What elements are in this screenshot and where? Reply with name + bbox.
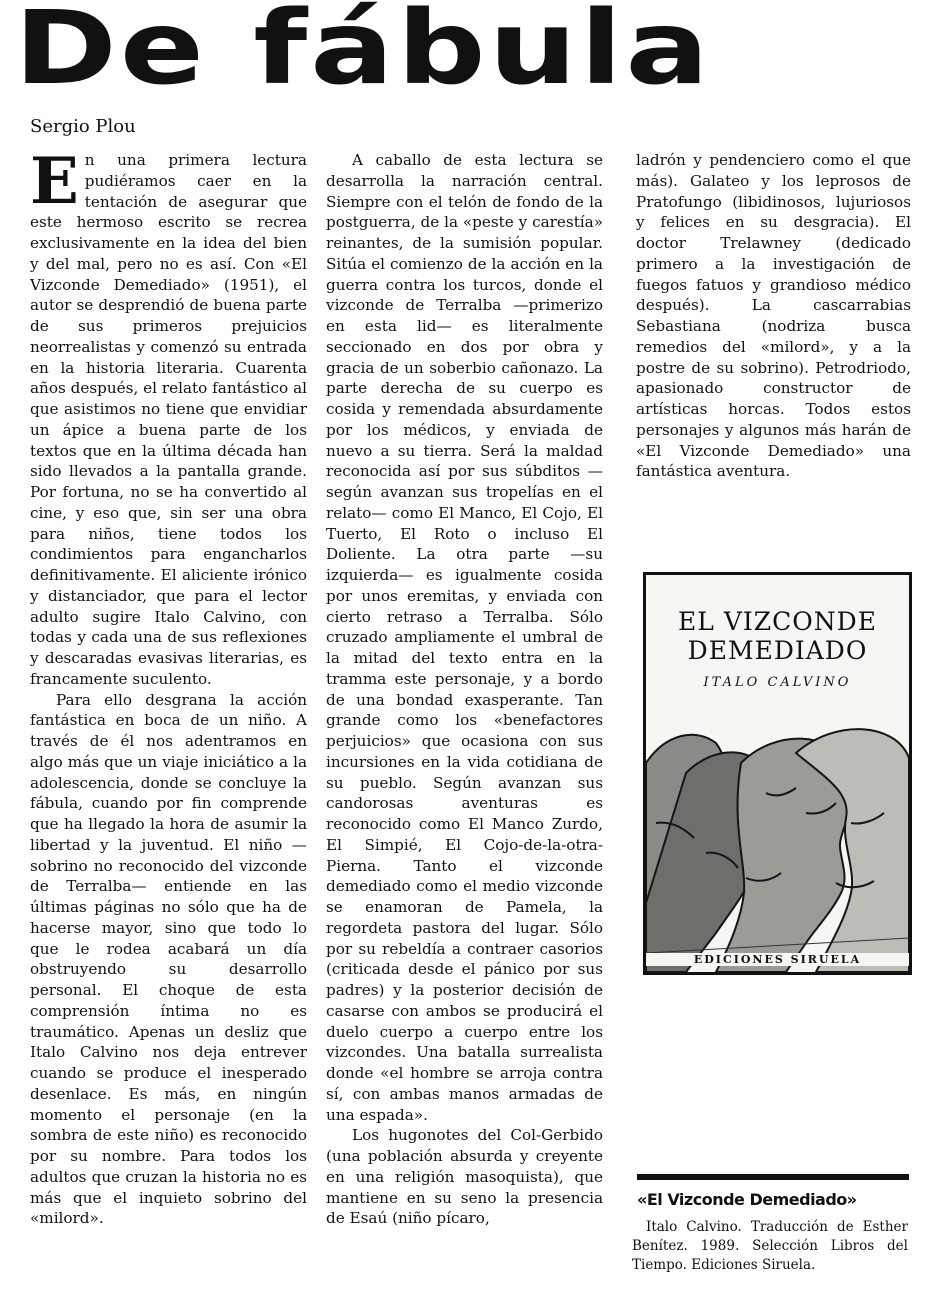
- author-byline: Sergio Plou: [30, 116, 136, 137]
- article-paragraph: Para ello desgrana la acción fantástica en boca de un niño. A través de él nos adentramos en algo más que un viaje iniciático a la adolescencia, donde se concluye la fábula, cuando por fin comprende que ha llegado la hora de asumir la libertad y la juventud. El niño —sobrino no reconocido del vizconde de Terralba— entiende en las últimas páginas no sólo que ha de hacerse mayor, sino que todo lo que le rodea acabará un día obstruyendo su desarrollo personal. El choque de esta comprensión íntima no es traumático. Apenas un desliz que Italo Calvino nos deja entrever cuando se produce el inesperado desenlace. Es más, en ningún momento el personaje (en la sombra de este niño) es reconocido por su nombre. Para todos los adultos que cruzan la historia no es más que el inquieto sobrino del «milord».: [30, 690, 307, 1228]
- article-paragraph: Los hugonotes del Col-Gerbido (una población absurda y creyente en una religión masoquista), que mantiene en su seno la presencia de Esaú (niño pícaro,: [326, 1126, 603, 1228]
- book-cover-title-line: EL VIZCONDE: [678, 607, 877, 636]
- article-paragraph: [30, 150, 307, 690]
- book-cover-title: [646, 607, 909, 665]
- reference-book-title: «El Vizconde Demediado»: [637, 1190, 857, 1209]
- article-column-3: [636, 150, 911, 495]
- paragraph-text: n una primera lectura pudiéramos caer en la tentación de asegurar que este hermoso escrito se recrea exclusivamente en la idea del bien y del mal, pero no es así. Con «El Vizconde Demediado» (1951), el autor se desprendió de buena parte de sus primeros prejuicios neorrealistas y comenzó su entrada en la historia literaria. Cuarenta años después, el relato fantástico al que asistimos no tiene que envidiar un ápice a buena parte de los textos que en la última década han sido llevados a la pantalla grande. Por fortuna, no se ha convertido al cine, y eso que, sin ser una obra para niños, tiene todos los condimientos para engancharlos definitivamente. El aliciente irónico y distanciador, que para el lector adulto sugire Italo Calvino, con todas y cada una de sus reflexiones y descaradas evasivas literarias, es francamente suculento.: [30, 151, 307, 688]
- book-cover-image: [643, 572, 912, 975]
- reference-divider: [637, 1174, 909, 1180]
- drop-cap: E: [30, 150, 79, 219]
- cover-illustration-faces: [646, 703, 909, 972]
- book-cover-author: ITALO CALVINO: [703, 675, 852, 690]
- article-column-2: [326, 150, 603, 1302]
- reference-book-details: Italo Calvino. Traducción de Esther Benítez. 1989. Selección Libros del Tiempo. Ediciones Siruela.: [632, 1219, 908, 1273]
- article-column-1: [30, 150, 307, 1302]
- article-paragraph: ladrón y pendenciero como el que más). Galateo y los leprosos de Pratofungo (libidinosos, lujuriosos y felices en su desgracia). El doctor Trelawney (dedicado primero a la investigación de fuegos fatuos y grandioso médico después). La cascarrabias Sebastiana (nodriza busca remedios del «milord», y a la postre de su sobrino). Petrodriodo, apasionado constructor de artísticas horcas. Todos estos personajes y algunos más harán de «El Vizconde Demediado» una fantástica aventura.: [636, 151, 911, 481]
- book-cover-title-line: DEMEDIADO: [687, 636, 868, 665]
- article-paragraph: A caballo de esta lectura se desarrolla la narración central. Siempre con el telón de fondo de la postguerra, de la «peste y carestía» reinantes, de la sumisión popular. Sitúa el comienzo de la acción en la guerra contra los turcos, donde el vizconde de Terralba —primerizo en esta lid— es literalmente seccionado en dos por obra y gracia de un soberbio cañonazo. La parte derecha de su cuerpo es cosida y remendada absurdamente por los médicos, y enviada de nuevo a su tierra. Será la maldad reconocida así por sus súbditos —según avanzan sus tropelías en el relato— como El Manco, El Cojo, El Tuerto, El Roto o incluso El Doliente. La otra parte —su izquierda— es igualmente cosida por unos eremitas, y enviada con cierto retraso a Terralba. Sólo cruzado ampliamente el umbral de la mitad del texto entra en la tramma este personaje, y a bordo de una bondad exasperante. Tan grande como los «benefactores perjuicios» que ocasiona con sus incursiones en la vida cotidiana de su pueblo. Según avanzan sus candorosas aventuras es reconocido como El Manco Zurdo, El Simpié, El Cojo-de-la-otra-Pierna. Tanto el vizconde demediado como el medio vizconde se enamoran de Pamela, la regordeta pastora del lugar. Sólo por su rebeldía a contraer casorios (criticada desde el pánico por sus padres) y la posterior decisión de casarse con ambos se producirá el duelo cuerpo a cuerpo entre los vizcondes. Una batalla surrealista donde «el hombre se arroja contra sí, con ambas manos armadas de una espada».: [326, 151, 603, 1124]
- article-headline: De fábula: [14, 0, 713, 108]
- book-cover-publisher: EDICIONES SIRUELA: [646, 953, 909, 966]
